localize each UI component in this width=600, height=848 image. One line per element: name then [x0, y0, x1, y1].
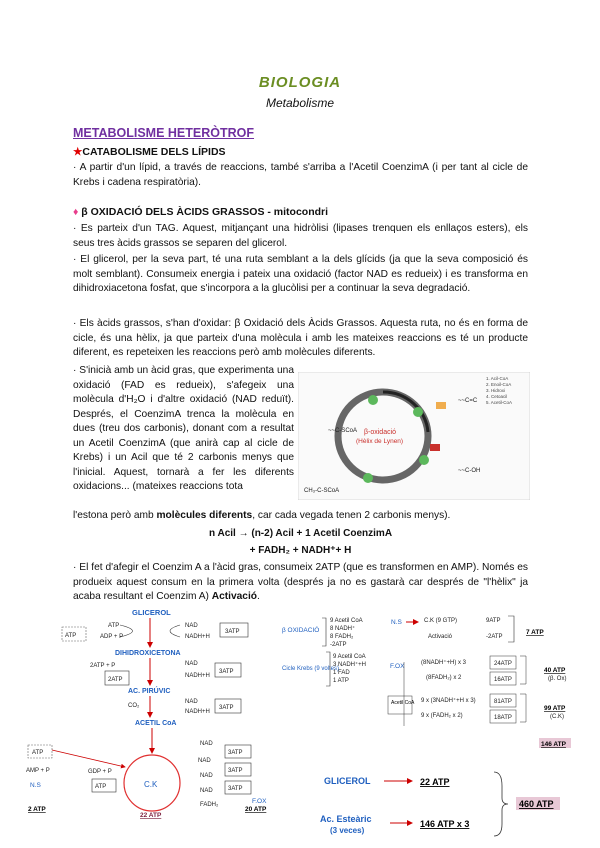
summary-estearic-sub: (3 veces) [330, 826, 365, 835]
nad-label: NAD [200, 773, 213, 779]
beta-heading: ♦ β OXIDACIÓ DELS ÀCIDS GRASSOS - mitocondri [73, 206, 329, 218]
out1-item: 9 Acetil CoA [330, 618, 363, 624]
ck-label: Cicle Krebs (9 voltes) [282, 666, 340, 672]
ck-node: C.K [144, 780, 158, 789]
co2-label: CO₂ [128, 703, 140, 709]
beta-box-label: β OXIDACIÓ [282, 627, 320, 634]
helix-sublabel: (Hèlix de Lynen) [356, 438, 404, 445]
summary-glicerol: GLICEROL [324, 776, 371, 786]
nad-label: NAD [185, 699, 198, 705]
legend-item: 2. Enoil-CoA [486, 382, 512, 387]
legend-item: 4. Cetoacil [486, 394, 508, 399]
diamond-icon: ♦ [73, 206, 79, 218]
legend-item: 3. Hidroxi [486, 388, 506, 393]
helix-mol-2: ~~C=C [458, 398, 478, 404]
helix-mol-4: CH₃-C-SCoA [304, 488, 340, 494]
fox-row-value: 24ATP [494, 661, 512, 667]
nad-label: NAD [185, 623, 198, 629]
out1-item: 8 FADH₂ [330, 634, 354, 640]
out1-item: 8 NADH⁺ [330, 626, 356, 632]
atp-label: ATP [108, 623, 120, 629]
summary-glicerol-atp: 22 ATP [420, 777, 450, 787]
atp3-box: 3ATP [225, 629, 240, 635]
atp3-box: 3ATP [228, 750, 243, 756]
doc-title: BIOLOGIA [258, 74, 342, 91]
summary-diagram [298, 768, 578, 840]
fox-row: (8NADH⁺+H) x 3 [421, 660, 467, 666]
fox-total-2: 99 ATP [544, 705, 566, 712]
atp2-box: 2ATP [108, 677, 123, 683]
beta-p3: · Els àcids grassos, s'han d'oxidar: β Oxidació dels Àcids Grassos. Aquesta ruta, no és en forma de cicle, és una hèlix, ja que parteix d'una molècula i amb les mateixes reaccions es té un producte diferent, es repeteixen les reaccions però amb molècules diferents. [73, 318, 528, 358]
nad-label: NAD [200, 788, 213, 794]
beta-p4b: l'estona però amb molècules diferents, car cada vegada tenen 2 carbonis menys). [73, 510, 451, 521]
out2-item: 1 ATP [333, 678, 349, 684]
nad-label: NAD [198, 758, 211, 764]
helix-label: β-oxidació [364, 429, 397, 436]
amp-label: AMP + P [26, 768, 50, 774]
nadh-label: NADH+H [185, 673, 210, 679]
fox-total-1-sub: (β. Ox) [548, 676, 567, 682]
atp-box: ATP [32, 750, 44, 756]
fox-row-value: 18ATP [494, 715, 512, 721]
beta-p2: · El glicerol, per la seva part, té una ruta semblant a la dels glícids (ja que la seva composició és molt semblant). Consumeix energia i pateix una oxidació (factor NAD es redueix) i es transforma en dihidroxiacetona fosfat, que s'incorpora a la glucòlisi per a continuar la seva degradació. [73, 254, 528, 294]
ns-label: N.S [391, 619, 402, 626]
fox-row: 9 x (3NADH⁺+H x 3) [421, 698, 476, 704]
nad-label: NAD [200, 741, 213, 747]
ns-row: Activació [428, 634, 453, 640]
atp3-box: 3ATP [219, 705, 234, 711]
summary-estearic: Ac. Esteàric [320, 814, 372, 824]
equation-2: + FADH₂ + NADH⁺+ H [249, 545, 352, 556]
atp3-box: 3ATP [219, 669, 234, 675]
fadh-label: FADH₂ [200, 802, 219, 808]
summary-total: 460 ATP [519, 799, 554, 809]
beta-p4a: · S'inicià amb un àcid gras, que experimenta una oxidació (FAD es redueix), s'afegeix una molècula d'H₂O i d'altre oxidació (NAD reduït). Després, el CoenzimA trenca la molècula en dues (treu dos carbonis), donant com a resultat un Acetil CoenzimA (que anirà cap al cicle de Krebs) i un Acil que té 2 carbonis menys que l'inicial. Aquest, tornarà a fer les diferents oxidacions... (mateixes reaccions tota [73, 365, 294, 492]
out1-item: -2ATP [330, 642, 347, 648]
atp-box: ATP [65, 633, 77, 639]
atp3-box: 3ATP [228, 768, 243, 774]
beta-p1: · Es parteix d'un TAG. Aquest, mitjançant una hidròlisi (lipases trenquen els enllaços esters), els seus tres àcids grassos se separen del glicerol. [73, 223, 528, 249]
out2-item: 3 NADH⁺+H [333, 662, 367, 668]
total-fox: 20 ATP [245, 806, 267, 813]
fox-row-value: 16ATP [494, 677, 512, 683]
atp3-box: 3ATP [228, 786, 243, 792]
summary-estearic-atp: 146 ATP x 3 [420, 819, 470, 829]
nad-label: NAD [185, 661, 198, 667]
acetil-box: Acetil CoA [391, 700, 415, 706]
beta-p5: · El fet d'afegir el Coenzim A a l'àcid gras, consumeix 2ATP (que es transformen en AMP). Només es produeix aquest consum en la primera volta (després ja no es gastarà car després de "l'hèlix" ja acaba resultant el Coenzim A) Activació. [73, 562, 528, 602]
out2-item: 9 Acetil CoA [333, 654, 366, 660]
doc-subtitle: Metabolisme [265, 96, 335, 110]
atp-balance-diagram [276, 612, 576, 750]
fox-row: 9 x (FADH₂ x 2) [421, 713, 463, 719]
star-icon: ★ [73, 146, 83, 158]
atp2p-label: 2ATP + P [90, 663, 116, 669]
out2-item: 1 FAD [333, 670, 350, 676]
lynen-helix-figure [298, 372, 530, 500]
ns-label: N.S [30, 782, 41, 789]
ns-row-value: 9ATP [486, 618, 501, 624]
ns-row-value: -2ATP [486, 634, 503, 640]
legend-item: 5. Acetil-CoA [486, 400, 513, 405]
legend-item: 1. Acil-CoA [486, 376, 509, 381]
helix-mol-1: ~~C-SCoA [328, 428, 358, 434]
glycerol-pathway-diagram [20, 605, 282, 825]
fox-label: F.OX [390, 663, 405, 670]
ns-total: 7 ATP [526, 629, 544, 636]
nadh-label: NADH+H [185, 709, 210, 715]
nadh-label: NADH+H [185, 634, 210, 640]
piruvic-node: AC. PIRÚVIC [128, 688, 171, 695]
grand-total: 146 ATP [541, 741, 566, 748]
fox-total-2-sub: (C.K) [550, 714, 564, 720]
total-ck: 22 ATP [140, 812, 162, 819]
dihidroxi-node: DIHIDROXICETONA [115, 650, 181, 657]
catabolisme-text: · A partir d'un lípid, a través de reaccions, també s'arriba a l'Acetil CoenzimA (i per tant al cicle de Krebs i cadena respiratòria). [73, 162, 528, 188]
total-ns: 2 ATP [28, 806, 46, 813]
fox-row-value: 81ATP [494, 699, 512, 705]
atp-box: ATP [95, 784, 107, 790]
fox-label: F.OX [252, 798, 267, 805]
catabolisme-heading: ★CATABOLISME DELS LÍPIDS [73, 146, 226, 158]
ns-row: C.K (9 GTP) [424, 618, 458, 624]
gtp-label: GDP + P [88, 769, 112, 775]
acetil-node: ACETIL CoA [135, 720, 177, 727]
equation-1: n Acil → (n-2) Acil + 1 Acetil CoenzimA [208, 528, 393, 539]
fox-total-1: 40 ATP [544, 667, 566, 674]
glicerol-node: GLICEROL [132, 608, 171, 617]
adp-label: ADP + P [100, 634, 124, 640]
fox-row: (8FADH₂) x 2 [426, 675, 462, 681]
helix-mol-3: ~~C-OH [458, 468, 481, 474]
section-title: METABOLISME HETERÒTROF [73, 126, 255, 140]
